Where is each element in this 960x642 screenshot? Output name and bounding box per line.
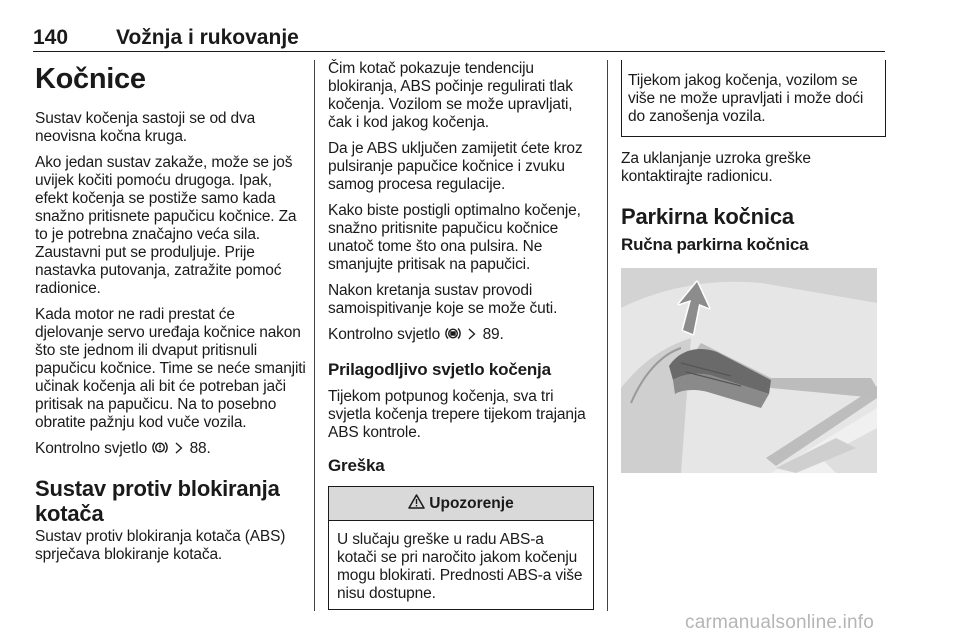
column-divider-2: [607, 60, 608, 611]
page-header: [33, 26, 885, 52]
section-title-hand-brake: Ručna parkirna kočnica: [621, 235, 809, 254]
lamp-page-ref[interactable]: 89.: [482, 326, 504, 343]
warning-label: Upozorenje: [429, 494, 514, 512]
lamp-page-ref[interactable]: 88.: [189, 440, 211, 457]
lamp-label: Kontrolno svjetlo: [328, 326, 441, 343]
warning-text-continued: Tijekom jakog kočenja, vozilom se više ne može upravljati i može doći do zanošenja vozila.: [628, 72, 864, 125]
paragraph: Ako jedan sustav zakaže, može se još uvijek kočiti pomoću drugoga. Ipak, efekt kočenja se postiže samo kada snažno pritisnete papučicu kočnice. Za to je potrebna značajno veća sila. Zaustavni put se produljuje. Prije nastavka putovanja, zatražite pomoć radionice.: [35, 154, 297, 297]
warning-box-continuation: [621, 60, 886, 137]
paragraph: Nakon kretanja sustav provodi samoispitivanje koje se može čuti.: [328, 282, 558, 317]
paragraph: Da je ABS uključen zamijetit ćete kroz pulsiranje papučice kočnice i zvuku samog procesa regulacije.: [328, 140, 583, 193]
paragraph: Sustav protiv blokiranja kotača (ABS) sprječava blokiranje kotača.: [35, 528, 286, 563]
paragraph: Sustav kočenja sastoji se od dva neovisna kočna kruga.: [35, 110, 256, 145]
abs-warning-icon: [444, 326, 462, 346]
warning-header: [329, 487, 593, 521]
warning-triangle-icon: [408, 494, 429, 514]
warning-text: U slučaju greške u radu ABS-a kotači se pri naročito jakom kočenju mogu blokirati. Prednosti ABS-a više nisu dostupne.: [337, 531, 583, 602]
section-title-abs: Sustav protiv blokiranja kotača: [35, 476, 280, 526]
section-title-adaptive-brake-light: Prilagodljivo svjetlo kočenja: [328, 360, 551, 379]
column-divider-1: [314, 60, 315, 611]
section-title-fault: Greška: [328, 456, 385, 475]
page-reference-arrow-icon: [175, 441, 183, 459]
lamp-reference: [328, 326, 594, 346]
column-2: [328, 60, 594, 610]
section-title-parking-brake: Parkirna kočnica: [621, 204, 794, 229]
watermark: carmanualsonline.info: [685, 612, 875, 633]
warning-body: [329, 521, 593, 609]
page-number: 140: [33, 26, 69, 49]
page-reference-arrow-icon: [468, 327, 476, 345]
brake-warning-icon: [151, 440, 169, 460]
column-3: [621, 60, 886, 263]
hand-brake-illustration: [621, 268, 877, 473]
warning-box: [328, 486, 594, 610]
chapter-title: Vožnja i rukovanje: [116, 26, 299, 49]
lamp-label: Kontrolno svjetlo: [35, 440, 148, 457]
paragraph: Za uklanjanje uzroka greške kontaktirajte radionicu.: [621, 150, 811, 185]
column-1: [35, 60, 307, 572]
paragraph: Kako biste postigli optimalno kočenje, snažno pritisnite papučicu kočnice unatoč tome što ona pulsira. Ne smanjujte pritisak na papučici.: [328, 202, 581, 273]
section-title-brakes: Kočnice: [35, 63, 146, 95]
paragraph: Čim kotač pokazuje tendenciju blokiranja, ABS počinje regulirati tlak kočenja. Vozilom se može upravljati, čak i kod jakog kočenja.: [328, 60, 573, 131]
paragraph: Tijekom potpunog kočenja, sva tri svjetla kočenja trepere tijekom trajanja ABS kontrole.: [328, 388, 586, 441]
paragraph: Kada motor ne radi prestat će djelovanje servo uređaja kočnice nakon što ste jednom ili dvaput pritisnuli papučicu kočnice. Time se neće smanjiti učinak kočenja ali bit će potreban jači pritisak na papučicu. Na to posebno obratite pažnju kod vuče vozila.: [35, 306, 306, 431]
lamp-reference: [35, 440, 307, 460]
